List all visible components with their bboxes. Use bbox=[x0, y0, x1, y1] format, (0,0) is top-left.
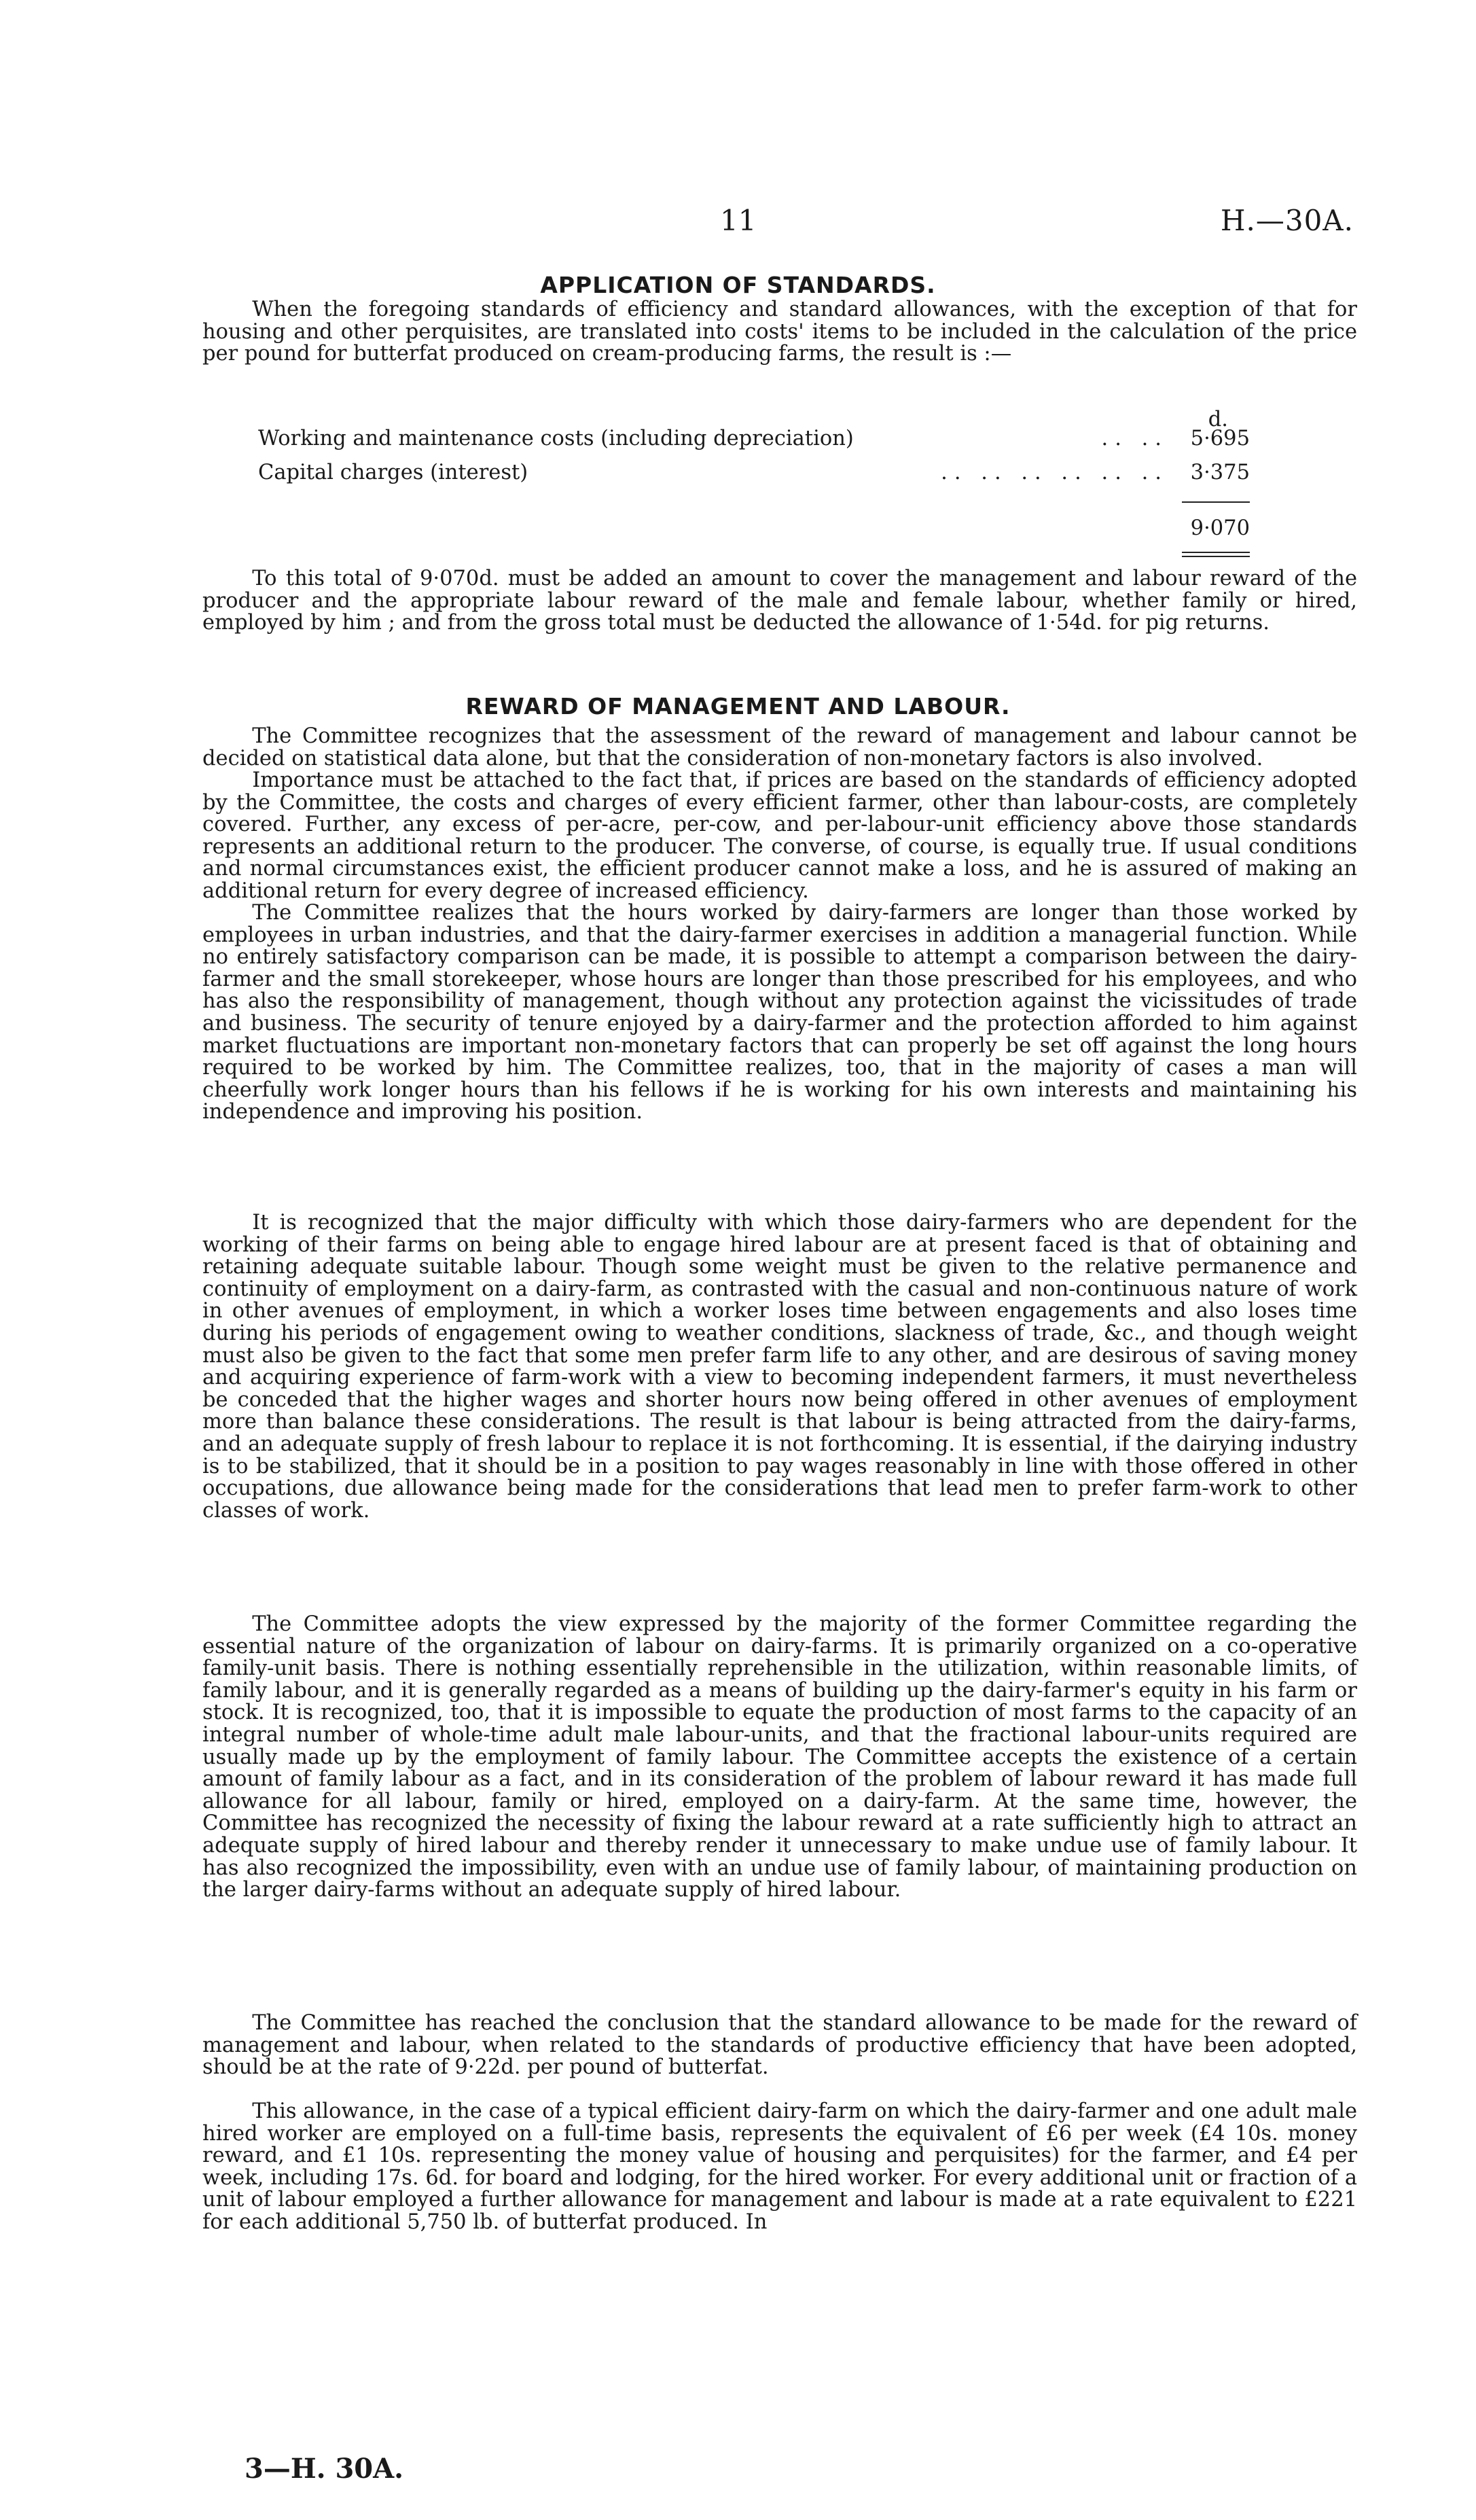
paragraph-2: Importance must be attached to the fact that, if prices are based on the standards of efficiency adopted by the Committee, the costs and charges of every efficient farmer, other than labour-costs, are completely covered. Further, any excess of per-acre, per-cow, and per-labour-unit efficiency above those standards represents an additional return to the producer. The converse, of course, is equally true. If usual conditions and normal circumstances exist, the efficient producer cannot make a loss, and he is assured of making an additional return for every degree of increased efficiency. bbox=[202, 768, 1357, 903]
cost-row bbox=[258, 427, 1250, 461]
document-reference: H.—30A. bbox=[1220, 204, 1354, 237]
paragraph-total-note: To this total of 9·070d. must be added an amount to cover the management and labour reward of the producer and the appropriate labour reward of the male and female labour, whether family or hired, employed by him ; and from the gross total must be deducted the allowance of 1·54d. for pig returns. bbox=[202, 567, 1357, 635]
total-double-rule-bottom bbox=[1182, 556, 1250, 557]
unit-label: d. bbox=[1208, 408, 1228, 431]
cost-unit-row bbox=[258, 408, 1250, 431]
page-number: 11 bbox=[720, 204, 757, 237]
paragraph-1: The Committee recognizes that the assessment of the reward of management and labour cannot be decided on statistical data alone, but that the consideration of non-monetary factors is also involved. bbox=[202, 724, 1357, 770]
cost-total-row bbox=[1114, 516, 1250, 550]
total-double-rule-top bbox=[1182, 552, 1250, 553]
cost-row bbox=[258, 461, 1250, 495]
subtotal-rule bbox=[1182, 501, 1250, 503]
paragraph-6: The Committee has reached the conclusion that the standard allowance to be made for the reward of management and labour, when related to the standards of productive efficiency that have been adopted, should be at the rate of 9·22d. per pound of butterfat. bbox=[202, 2011, 1357, 2080]
section-heading-reward: REWARD OF MANAGEMENT AND LABOUR. bbox=[465, 693, 1011, 720]
cost-total: 9·070 bbox=[1190, 516, 1250, 540]
paragraph-3: The Committee realizes that the hours worked by dairy-farmers are longer than those worked by employees in urban industries, and that the dairy-farmer exercises in addition a managerial function. While no entirely satisfactory comparison can be made, it is possible to attempt a comparison between the dairy-farmer and the small storekeeper, whose hours are longer than those prescribed for his employees, and who has also the responsibility of management, though without any protection against the vicissitudes of trade and business. The security of tenure enjoyed by a dairy-farmer and the protection afforded to him against market fluctuations are important non-monetary factors that can properly be set off against the long hours required to be worked by him. The Committee realizes, too, that in the majority of cases a man will cheerfully work longer hours than his fellows if he is working for his own interests and maintaining his independence and improving his position. bbox=[202, 901, 1357, 1124]
page-header bbox=[0, 204, 1476, 245]
leader-dots: .. .. .. .. .. .. bbox=[941, 461, 1168, 484]
signature-mark: 3—H. 30A. bbox=[245, 2453, 404, 2485]
cost-value: 5·695 bbox=[1190, 427, 1250, 450]
cost-value: 3·375 bbox=[1190, 461, 1250, 484]
paragraph-5: The Committee adopts the view expressed by the majority of the former Committee regarding the essential nature of the organization of labour on dairy-farms. It is primarily organized on a co-operative family-unit basis. There is nothing essentially reprehensible in the utilization, within reasonable limits, of family labour, and it is generally regarded as a means of building up the dairy-farmer's equity in his farm or stock. It is recognized, too, that it is impossible to equate the production of most farms to the capacity of an integral number of whole-time adult male labour-units, and that the fractional labour-units required are usually made up by the employment of family labour. The Committee accepts the existence of a certain amount of family labour as a fact, and in its consideration of the problem of labour reward it has made full allowance for all labour, family or hired, employed on a dairy-farm. At the same time, however, the Committee has recognized the necessity of fixing the labour reward at a rate sufficiently high to attract an adequate supply of hired labour and thereby render it unnecessary to make undue use of family labour. It has also recognized the impossibility, even with an undue use of family labour, of maintaining production on the larger dairy-farms without an adequate supply of hired labour. bbox=[202, 1612, 1357, 1902]
paragraph-intro: When the foregoing standards of efficiency and standard allowances, with the exception of that for housing and other perquisites, are translated into costs' items to be included in the calculation of the price per pound for butterfat produced on cream-producing farms, the result is :— bbox=[202, 298, 1357, 366]
cost-table bbox=[258, 408, 1250, 540]
paragraph-7: This allowance, in the case of a typical efficient dairy-farm on which the dairy-farmer and one adult male hired worker are employed on a full-time basis, represents the equivalent of £6 per week (£4 10s. money reward, and £1 10s. representing the money value of housing and perquisites) for the farmer, and £4 per week, including 17s. 6d. for board and lodging, for the hired worker. For every additional unit or fraction of a unit of labour employed a further allowance for management and labour is made at a rate equivalent to £221 for each additional 5,750 lb. of butterfat produced. In bbox=[202, 2099, 1358, 2234]
section-heading-application: APPLICATION OF STANDARDS. bbox=[540, 272, 936, 298]
paragraph-4: It is recognized that the major difficulty with which those dairy-farmers who are dependent for the working of their farms on being able to engage hired labour are at present faced is that of obtaining and retaining adequate suitable labour. Though some weight must be given to the relative permanence and continuity of employment on a dairy-farm, as contrasted with the casual and non-continuous nature of work in other avenues of employment, in which a worker loses time between engagements and also loses time during his periods of engagement owing to weather conditions, slackness of trade, &c., and though weight must also be given to the fact that some men prefer farm life to any other, and are desirous of saving money and acquiring experience of farm-work with a view to becoming independent farmers, it must nevertheless be conceded that the higher wages and shorter hours now being offered in other avenues of employment more than balance these considerations. The result is that labour is being attracted from the dairy-farms, and an adequate supply of fresh labour to replace it is not forthcoming. It is essential, if the dairying industry is to be stabilized, that it should be in a position to pay wages reasonably in line with those offered in other occupations, due allowance being made for the considerations that lead men to prefer farm-work to other classes of work. bbox=[202, 1211, 1357, 1523]
cost-label: Working and maintenance costs (including depreciation) bbox=[258, 427, 854, 450]
leader-dots: .. .. bbox=[1101, 427, 1168, 450]
cost-label: Capital charges (interest) bbox=[258, 461, 528, 484]
